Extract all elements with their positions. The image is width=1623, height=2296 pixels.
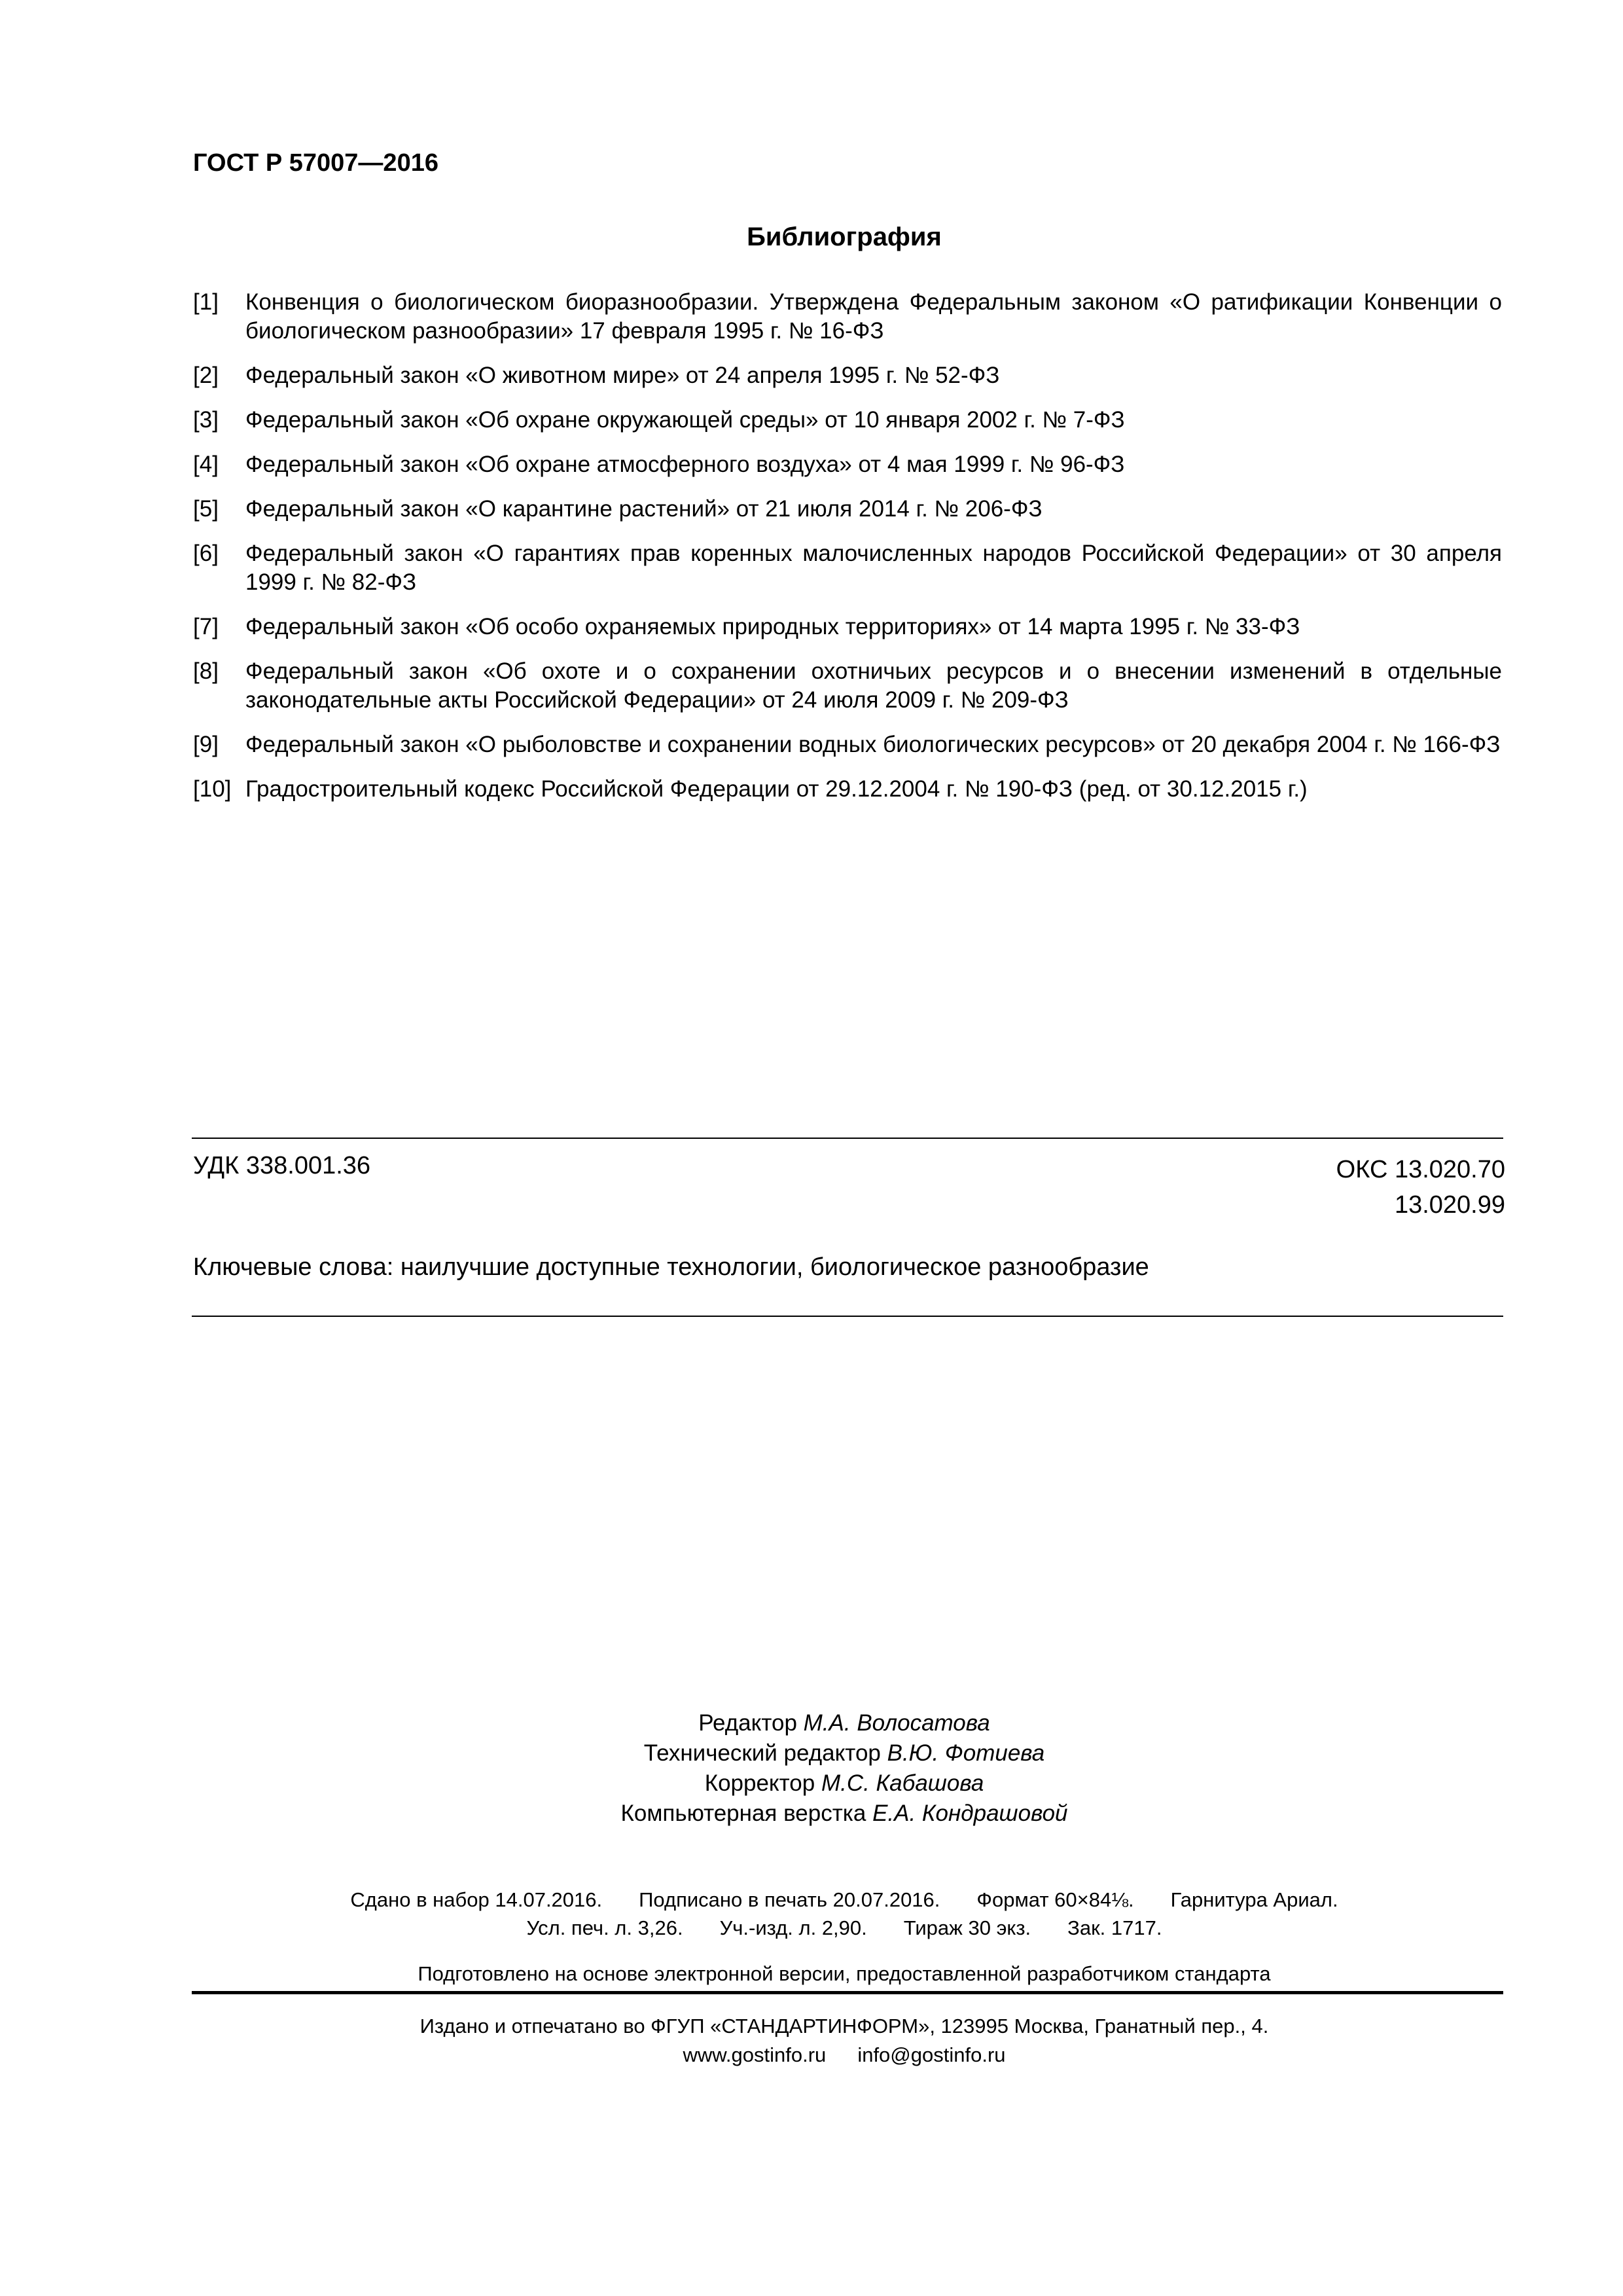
bibliography-item (193, 361, 1502, 390)
bibliography-title: Библиография (747, 223, 942, 251)
bibliography-item-number: [9] (193, 732, 219, 757)
keywords: Ключевые слова: наилучшие доступные технологии, биологическое разнообразие (193, 1253, 1149, 1281)
oks-code-secondary: 13.020.99 (1394, 1191, 1505, 1219)
publication-info-line-1 (0, 1888, 1623, 1912)
credit-role: Компьютерная верстка (620, 1801, 866, 1826)
bibliography-item (193, 495, 1502, 524)
bibliography-item (193, 730, 1502, 759)
credit-line (0, 1799, 1623, 1829)
credit-person: В.Ю. Фотиева (887, 1740, 1045, 1766)
website-link[interactable]: www.gostinfo.ru (683, 2043, 827, 2066)
order-number: Зак. 1717. (1067, 1916, 1162, 1939)
bibliography-item-text: Федеральный закон «О рыболовстве и сохранении водных биологических ресурсов» от 20 декабря 2004 г. № 166-ФЗ (245, 732, 1501, 757)
bibliography-item-text: Федеральный закон «Об особо охраняемых природных территориях» от 14 марта 1995 г. № 33-ФЗ (245, 614, 1300, 639)
bibliography-item-number: [5] (193, 496, 219, 522)
credit-line (0, 1768, 1623, 1799)
print-sheets: Усл. печ. л. 3,26. (526, 1916, 683, 1939)
bibliography-item (193, 406, 1502, 435)
bibliography-item-number: [1] (193, 289, 219, 315)
email-link[interactable]: info@gostinfo.ru (857, 2043, 1006, 2066)
signed-to-print-date: Подписано в печать 20.07.2016. (639, 1888, 940, 1911)
bibliography-item-text: Федеральный закон «Об охоте и о сохранении охотничьих ресурсов и о внесении изменений в отдельные законодательные акты Российской Федерации» от 24 июля 2009 г. № 209-ФЗ (245, 658, 1502, 713)
bibliography-item-number: [3] (193, 407, 219, 433)
bibliography-list (193, 288, 1502, 819)
bibliography-item (193, 450, 1502, 479)
document-id: ГОСТ Р 57007—2016 (193, 149, 438, 177)
bibliography-item (193, 288, 1502, 346)
credit-line (0, 1738, 1623, 1768)
publisher-address: Издано и отпечатано во ФГУП «СТАНДАРТИНФОРМ», 123995 Москва, Гранатный пер., 4. (419, 2015, 1269, 2037)
bibliography-item (193, 613, 1502, 641)
bibliography-item-text: Федеральный закон «Об охране атмосферного воздуха» от 4 мая 1999 г. № 96-ФЗ (245, 452, 1125, 477)
credit-role: Корректор (704, 1770, 815, 1796)
bibliography-item-number: [4] (193, 452, 219, 477)
divider (192, 1316, 1503, 1317)
bibliography-item-text: Федеральный закон «О карантине растений» от 21 июля 2014 г. № 206-ФЗ (245, 496, 1043, 522)
typeface: Гарнитура Ариал. (1170, 1888, 1338, 1911)
credit-person: М.С. Кабашова (821, 1770, 984, 1796)
publication-info-line-2 (0, 1916, 1623, 1940)
oks-codes (1336, 1152, 1505, 1223)
bibliography-item-text: Федеральный закон «О животном мире» от 24 апреля 1995 г. № 52-ФЗ (245, 363, 1000, 388)
credit-person: Е.А. Кондрашовой (872, 1801, 1068, 1826)
bibliography-item-text: Градостроительный кодекс Российской Федерации от 29.12.2004 г. № 190-ФЗ (ред. от 30.12.2015 г.) (245, 776, 1308, 802)
publisher-contacts (0, 2043, 1623, 2067)
bibliography-item-text: Конвенция о биологическом биоразнообразии. Утверждена Федеральным законом «О ратификации Конвенции о биологическом разнообразии» 17 февраля 1995 г. № 16-ФЗ (245, 289, 1502, 344)
thick-divider (192, 1991, 1503, 1994)
bibliography-item-text: Федеральный закон «О гарантиях прав коренных малочисленных народов Российской Федерации» от 30 апреля 1999 г. № 82-ФЗ (245, 541, 1502, 595)
bibliography-item-text: Федеральный закон «Об охране окружающей среды» от 10 января 2002 г. № 7-ФЗ (245, 407, 1125, 433)
credit-role: Технический редактор (643, 1740, 881, 1766)
oks-code-primary: ОКС 13.020.70 (1336, 1156, 1505, 1183)
paper-format: Формат 60×84⅛. (976, 1888, 1134, 1911)
print-run: Тираж 30 экз. (903, 1916, 1031, 1939)
bibliography-item-number: [8] (193, 658, 219, 684)
credit-role: Редактор (698, 1710, 797, 1736)
udk-code: УДК 338.001.36 (193, 1152, 371, 1179)
bibliography-item-number: [10] (193, 776, 232, 802)
bibliography-item-number: [7] (193, 614, 219, 639)
bibliography-item-number: [6] (193, 541, 219, 566)
credit-person: М.А. Волосатова (803, 1710, 990, 1736)
credits-block (0, 1708, 1623, 1829)
prepared-note: Подготовлено на основе электронной версии, предоставленной разработчиком стандарта (418, 1962, 1271, 1985)
divider (192, 1138, 1503, 1139)
typeset-date: Сдано в набор 14.07.2016. (350, 1888, 603, 1911)
credit-line (0, 1708, 1623, 1738)
bibliography-item (193, 775, 1502, 804)
bibliography-item (193, 539, 1502, 597)
publisher-sheets: Уч.-изд. л. 2,90. (719, 1916, 867, 1939)
bibliography-item-number: [2] (193, 363, 219, 388)
bibliography-item (193, 657, 1502, 715)
